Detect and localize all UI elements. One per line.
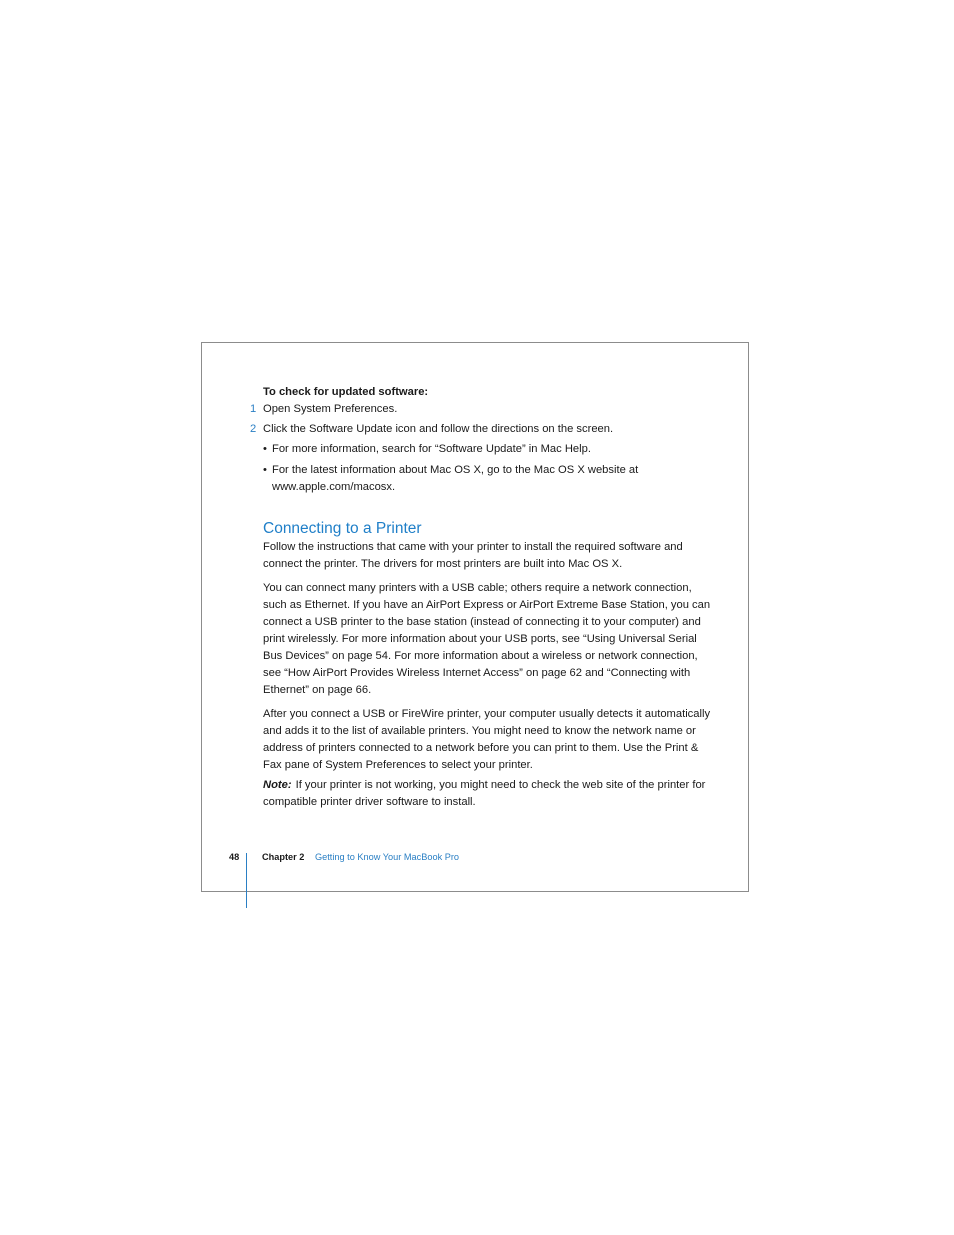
note-label: Note:	[263, 779, 292, 791]
chapter-title: Getting to Know Your MacBook Pro	[315, 852, 460, 862]
bullet-text: For the latest information about Mac OS X, go to the Mac OS X website at www.apple.com/macosx.	[272, 464, 639, 493]
bullet-icon: •	[263, 443, 267, 455]
section-heading: Connecting to a Printer	[263, 520, 422, 537]
step-number: 2	[250, 423, 257, 435]
step-item	[250, 421, 713, 438]
note-paragraph	[263, 777, 713, 811]
body-paragraph: Follow the instructions that came with your printer to install the required software and connect the printer. The drivers for most printers are built into Mac OS X.	[263, 541, 683, 570]
bullet-item	[263, 462, 713, 496]
procedure-title: To check for updated software:	[263, 386, 429, 398]
bullet-text: For more information, search for “Software Update” in Mac Help.	[272, 443, 591, 455]
step-text: Click the Software Update icon and follow the directions on the screen.	[263, 423, 614, 435]
chapter-label: Chapter 2	[262, 852, 305, 862]
page-number: 48	[229, 852, 240, 862]
step-text: Open System Preferences.	[263, 403, 398, 415]
step-number: 1	[250, 403, 257, 415]
note-text: If your printer is not working, you might need to check the web site of the printer for compatible printer driver software to install.	[263, 779, 706, 808]
step-item	[250, 401, 713, 418]
body-paragraph: After you connect a USB or FireWire printer, your computer usually detects it automatically and adds it to the list of available printers. You might need to know the network name or address of printers connected to a network before you can print to them. Use the Print & Fax pane of System Preferences to select your printer.	[263, 708, 711, 771]
body-paragraph: You can connect many printers with a USB cable; others require a network connection, such as Ethernet. If you have an AirPort Express or AirPort Extreme Base Station, you can connect a USB printer to the base station (instead of connecting it to your computer) and print wirelessly. For more information about your USB ports, see “Using Universal Serial Bus Devices” on page 54. For more information about a wireless or network connection, see “How AirPort Provides Wireless Internet Access” on page 62 and “Connecting with Ethernet” on page 66.	[263, 582, 711, 696]
bullet-icon: •	[263, 464, 267, 476]
page-content	[250, 384, 713, 818]
footer-divider	[246, 853, 247, 908]
bullet-item	[263, 441, 713, 458]
